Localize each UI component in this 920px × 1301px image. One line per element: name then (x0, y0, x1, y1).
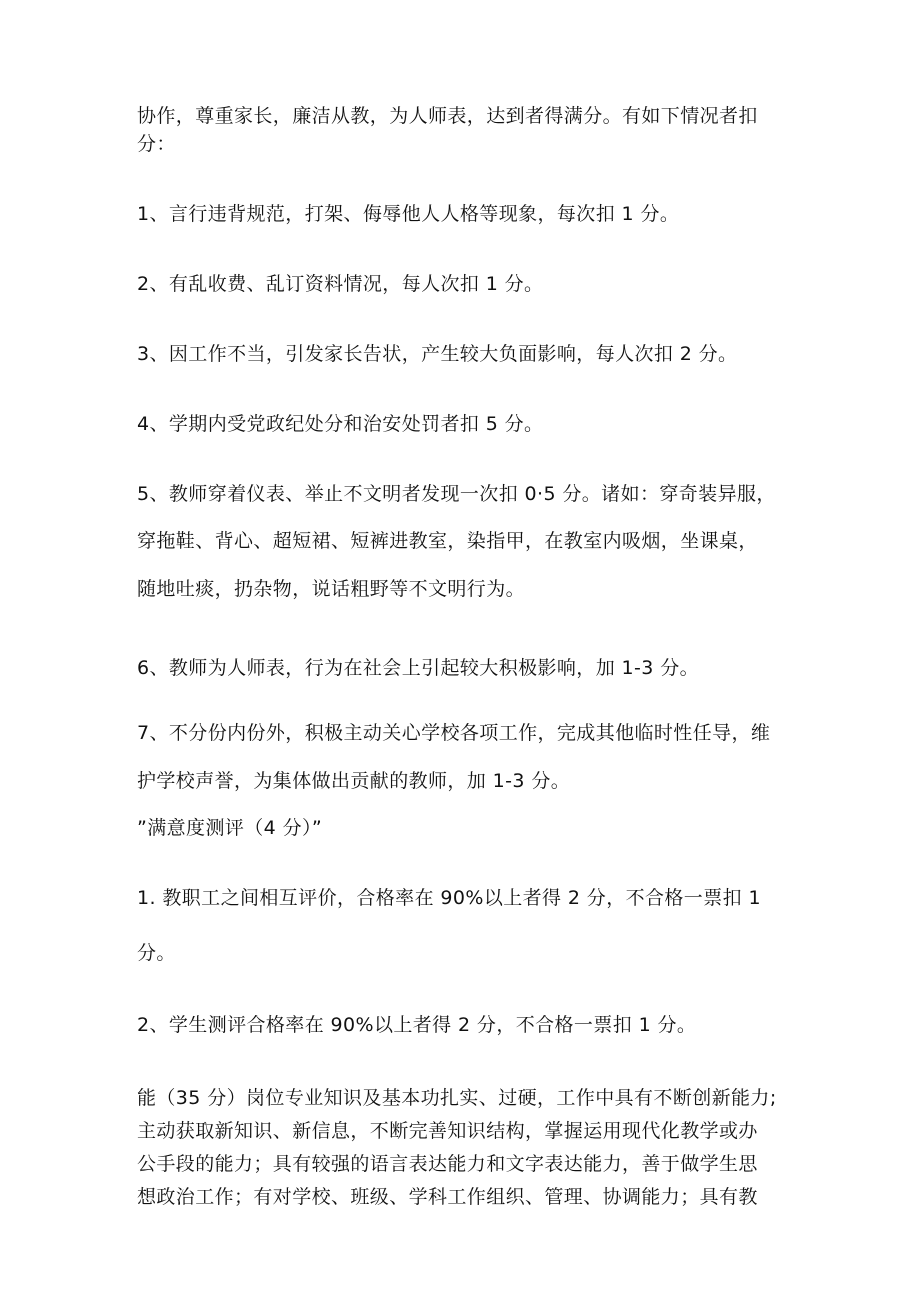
text-line: 6、教师为人师表，行为在社会上引起较大积极影响，加 1-3 分。 (137, 657, 700, 679)
text-line: 2、有乱收费、乱订资料情况，每人次扣 1 分。 (137, 273, 544, 295)
text-line: 随地吐痰，扔杂物，说话粗野等不文明行为。 (137, 578, 526, 600)
text-line: 穿拖鞋、背心、超短裙、短裤进教室，染指甲，在教室内吸烟，坐课桌， (137, 530, 758, 552)
text-line: 7、不分份内份外，积极主动关心学校各项工作，完成其他临时性任导，维 (137, 722, 771, 744)
text-line: 公手段的能力；具有较强的语言表达能力和文字表达能力，善于做学生思 (137, 1153, 758, 1175)
text-line: 协作，尊重家长，廉洁从教，为人师表，达到者得满分。有如下情况者扣 (137, 105, 758, 127)
text-line: 5、教师穿着仪表、举止不文明者发现一次扣 0·5 分。诸如：穿奇装异服， (137, 483, 776, 505)
text-line: 想政治工作；有对学校、班级、学科工作组织、管理、协调能力；具有教 (137, 1186, 758, 1208)
text-line: 1. 教职工之间相互评价，合格率在 90%以上者得 2 分，不合格一票扣 1 (137, 887, 761, 909)
text-line: 护学校声誉，为集体做出贡献的教师，加 1-3 分。 (137, 770, 571, 792)
text-line: 分： (137, 133, 176, 155)
text-line: 1、言行违背规范，打架、侮辱他人人格等现象，每次扣 1 分。 (137, 203, 680, 225)
text-line: 2、学生测评合格率在 90%以上者得 2 分，不合格一票扣 1 分。 (137, 1014, 697, 1036)
text-line: 3、因工作不当，引发家长告状，产生较大负面影响，每人次扣 2 分。 (137, 343, 738, 365)
text-line: 4、学期内受党政纪处分和治安处罚者扣 5 分。 (137, 413, 544, 435)
section-heading: ”满意度测评（4 分）” (137, 817, 323, 839)
text-line: 能（35 分）岗位专业知识及基本功扎实、过硬，工作中具有不断创新能力; (137, 1087, 777, 1109)
text-line: 分。 (137, 942, 176, 964)
text-line: 主动获取新知识、新信息，不断完善知识结构，掌握运用现代化教学或办 (137, 1120, 758, 1142)
